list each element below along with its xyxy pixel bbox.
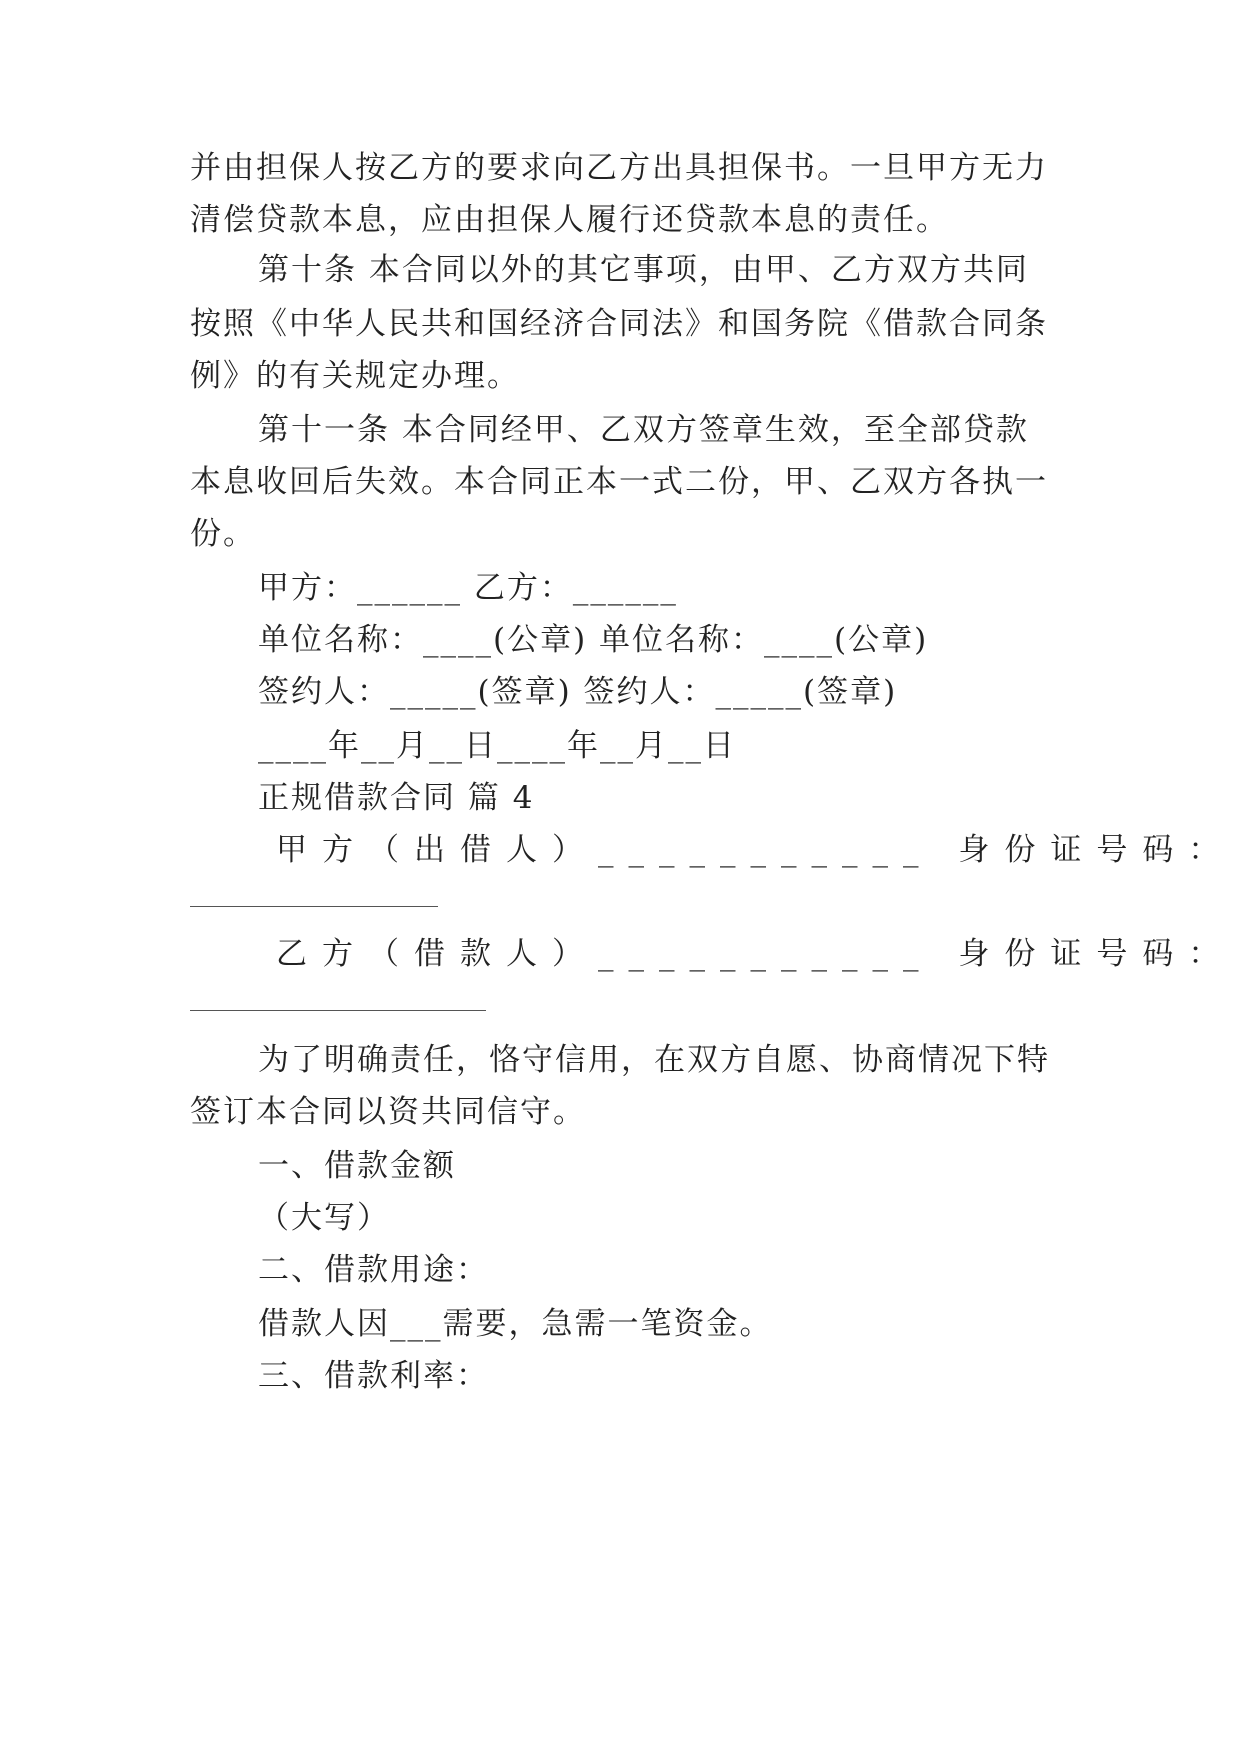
unit-name-line: 单位名称：____(公章) 单位名称：____(公章) [258,622,929,658]
section-title: 正规借款合同 篇 4 [258,780,535,816]
text-line: 本息收回后失效。本合同正本一式二份，甲、乙双方各执一 [190,464,1048,500]
text-line: 按照《中华人民共和国经济合同法》和国务院《借款合同条 [190,306,1048,342]
purpose-line: 借款人因___需要，急需一笔资金。 [258,1306,773,1342]
borrower-line: 乙方（借款人）___________ 身份证号码： [276,936,1235,972]
text-line: 并由担保人按乙方的要求向乙方出具担保书。一旦甲方无力 [190,150,1048,186]
lender-line: 甲方（出借人）___________ 身份证号码： [276,832,1235,868]
text-line: 清偿贷款本息，应由担保人履行还贷款本息的责任。 [190,202,949,238]
heading-purpose: 二、借款用途： [258,1252,489,1288]
clause-10-line: 第十条 本合同以外的其它事项，由甲、乙方双方共同 [258,252,1029,288]
lender-id-blank [190,906,438,907]
borrower-id-blank [190,1010,486,1011]
text-line: 例》的有关规定办理。 [190,358,520,394]
party-line: 甲方：______ 乙方：______ [258,570,678,606]
heading-interest-rate: 三、借款利率： [258,1358,489,1394]
text-line: 份。 [190,516,256,552]
heading-amount: 一、借款金额 [258,1148,456,1184]
text-line: 签订本合同以资共同信守。 [190,1094,586,1130]
amount-uppercase: （大写） [258,1200,390,1236]
date-line: ____年__月__日____年__月__日 [258,728,736,764]
signatory-line: 签约人：_____(签章) 签约人：_____(签章) [258,674,898,710]
text-line: 为了明确责任，恪守信用，在双方自愿、协商情况下特 [258,1042,1050,1078]
clause-11-line: 第十一条 本合同经甲、乙双方签章生效，至全部贷款 [258,412,1029,448]
